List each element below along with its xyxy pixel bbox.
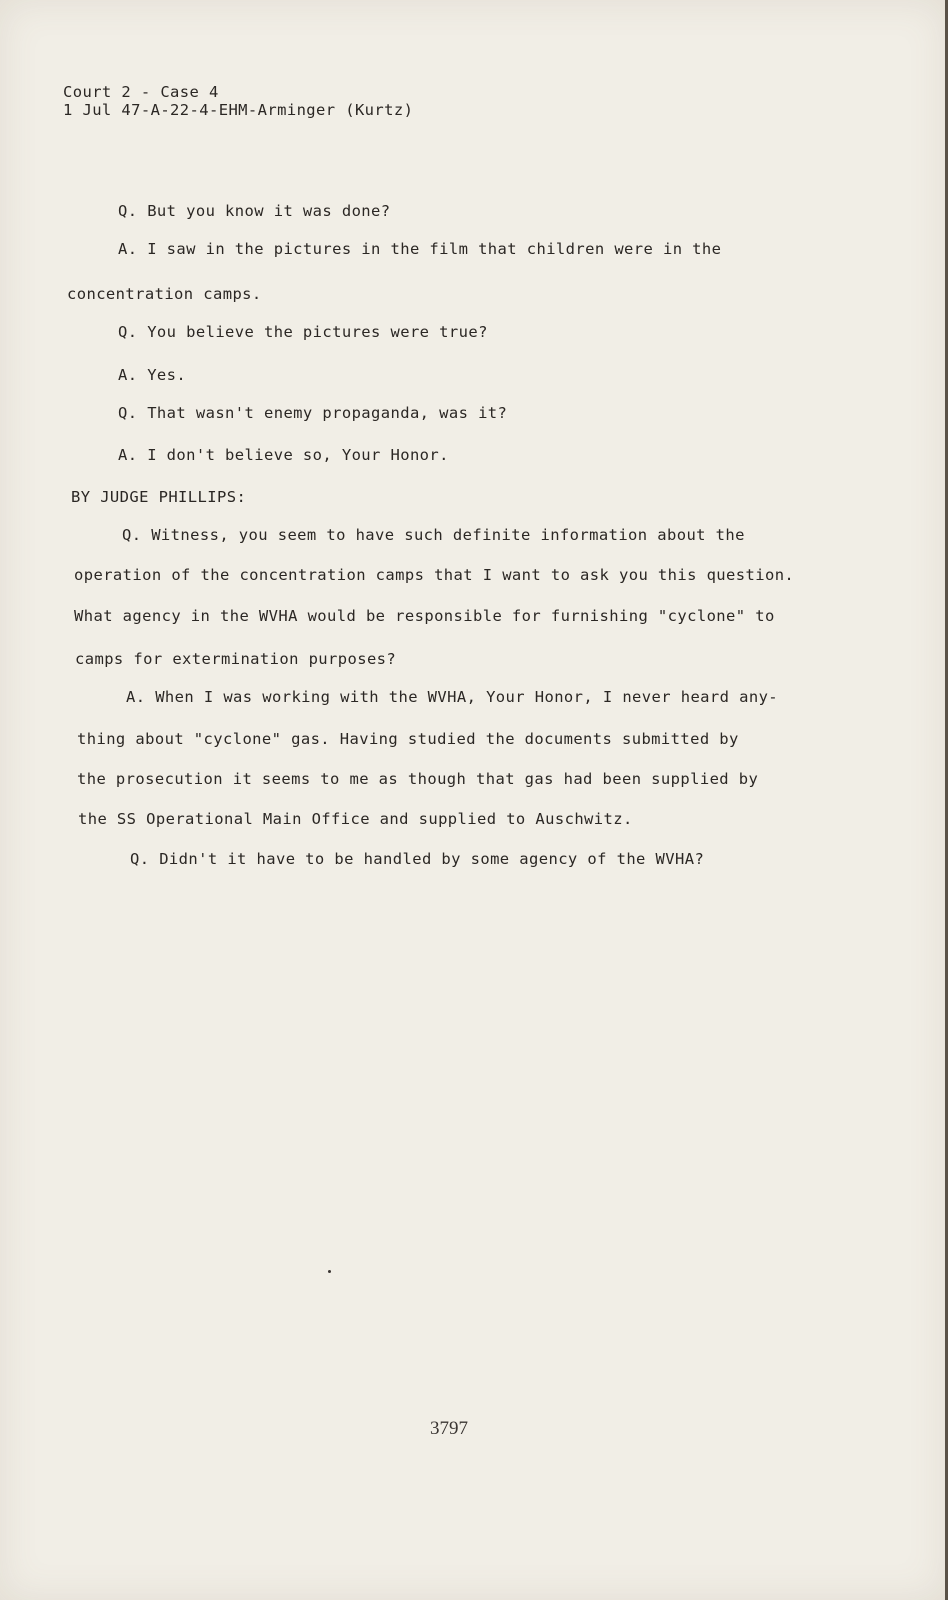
ink-speck xyxy=(328,1270,331,1273)
transcript-line: A. I don't believe so, Your Honor. xyxy=(118,446,449,464)
transcript-line: the prosecution it seems to me as though that gas had been supplied by xyxy=(77,770,759,788)
transcript-line: Q. That wasn't enemy propaganda, was it? xyxy=(118,404,508,422)
case-header-court: Court 2 - Case 4 xyxy=(63,83,219,101)
transcript-line: camps for extermination purposes? xyxy=(75,650,397,668)
transcript-line: Q. Witness, you seem to have such definite information about the xyxy=(122,526,745,544)
transcript-line: Q. You believe the pictures were true? xyxy=(118,323,488,341)
transcript-line: Q. Didn't it have to be handled by some agency of the WVHA? xyxy=(130,850,705,868)
transcript-line: operation of the concentration camps that I want to ask you this question. xyxy=(74,566,795,584)
transcript-line: A. Yes. xyxy=(118,366,187,384)
transcript-line: A. When I was working with the WVHA, Your Honor, I never heard any- xyxy=(126,688,779,706)
speaker-heading: BY JUDGE PHILLIPS: xyxy=(71,488,247,506)
transcript-line: concentration camps. xyxy=(67,285,262,303)
case-header-date-ref: 1 Jul 47-A-22-4-EHM-Arminger (Kurtz) xyxy=(63,101,414,119)
page-number: 3797 xyxy=(430,1418,468,1439)
transcript-line: What agency in the WVHA would be responsible for furnishing "cyclone" to xyxy=(74,607,775,625)
transcript-line: Q. But you know it was done? xyxy=(118,202,391,220)
transcript-line: A. I saw in the pictures in the film that children were in the xyxy=(118,240,722,258)
transcript-line: the SS Operational Main Office and supplied to Auschwitz. xyxy=(78,810,633,828)
transcript-line: thing about "cyclone" gas. Having studied the documents submitted by xyxy=(77,730,739,748)
